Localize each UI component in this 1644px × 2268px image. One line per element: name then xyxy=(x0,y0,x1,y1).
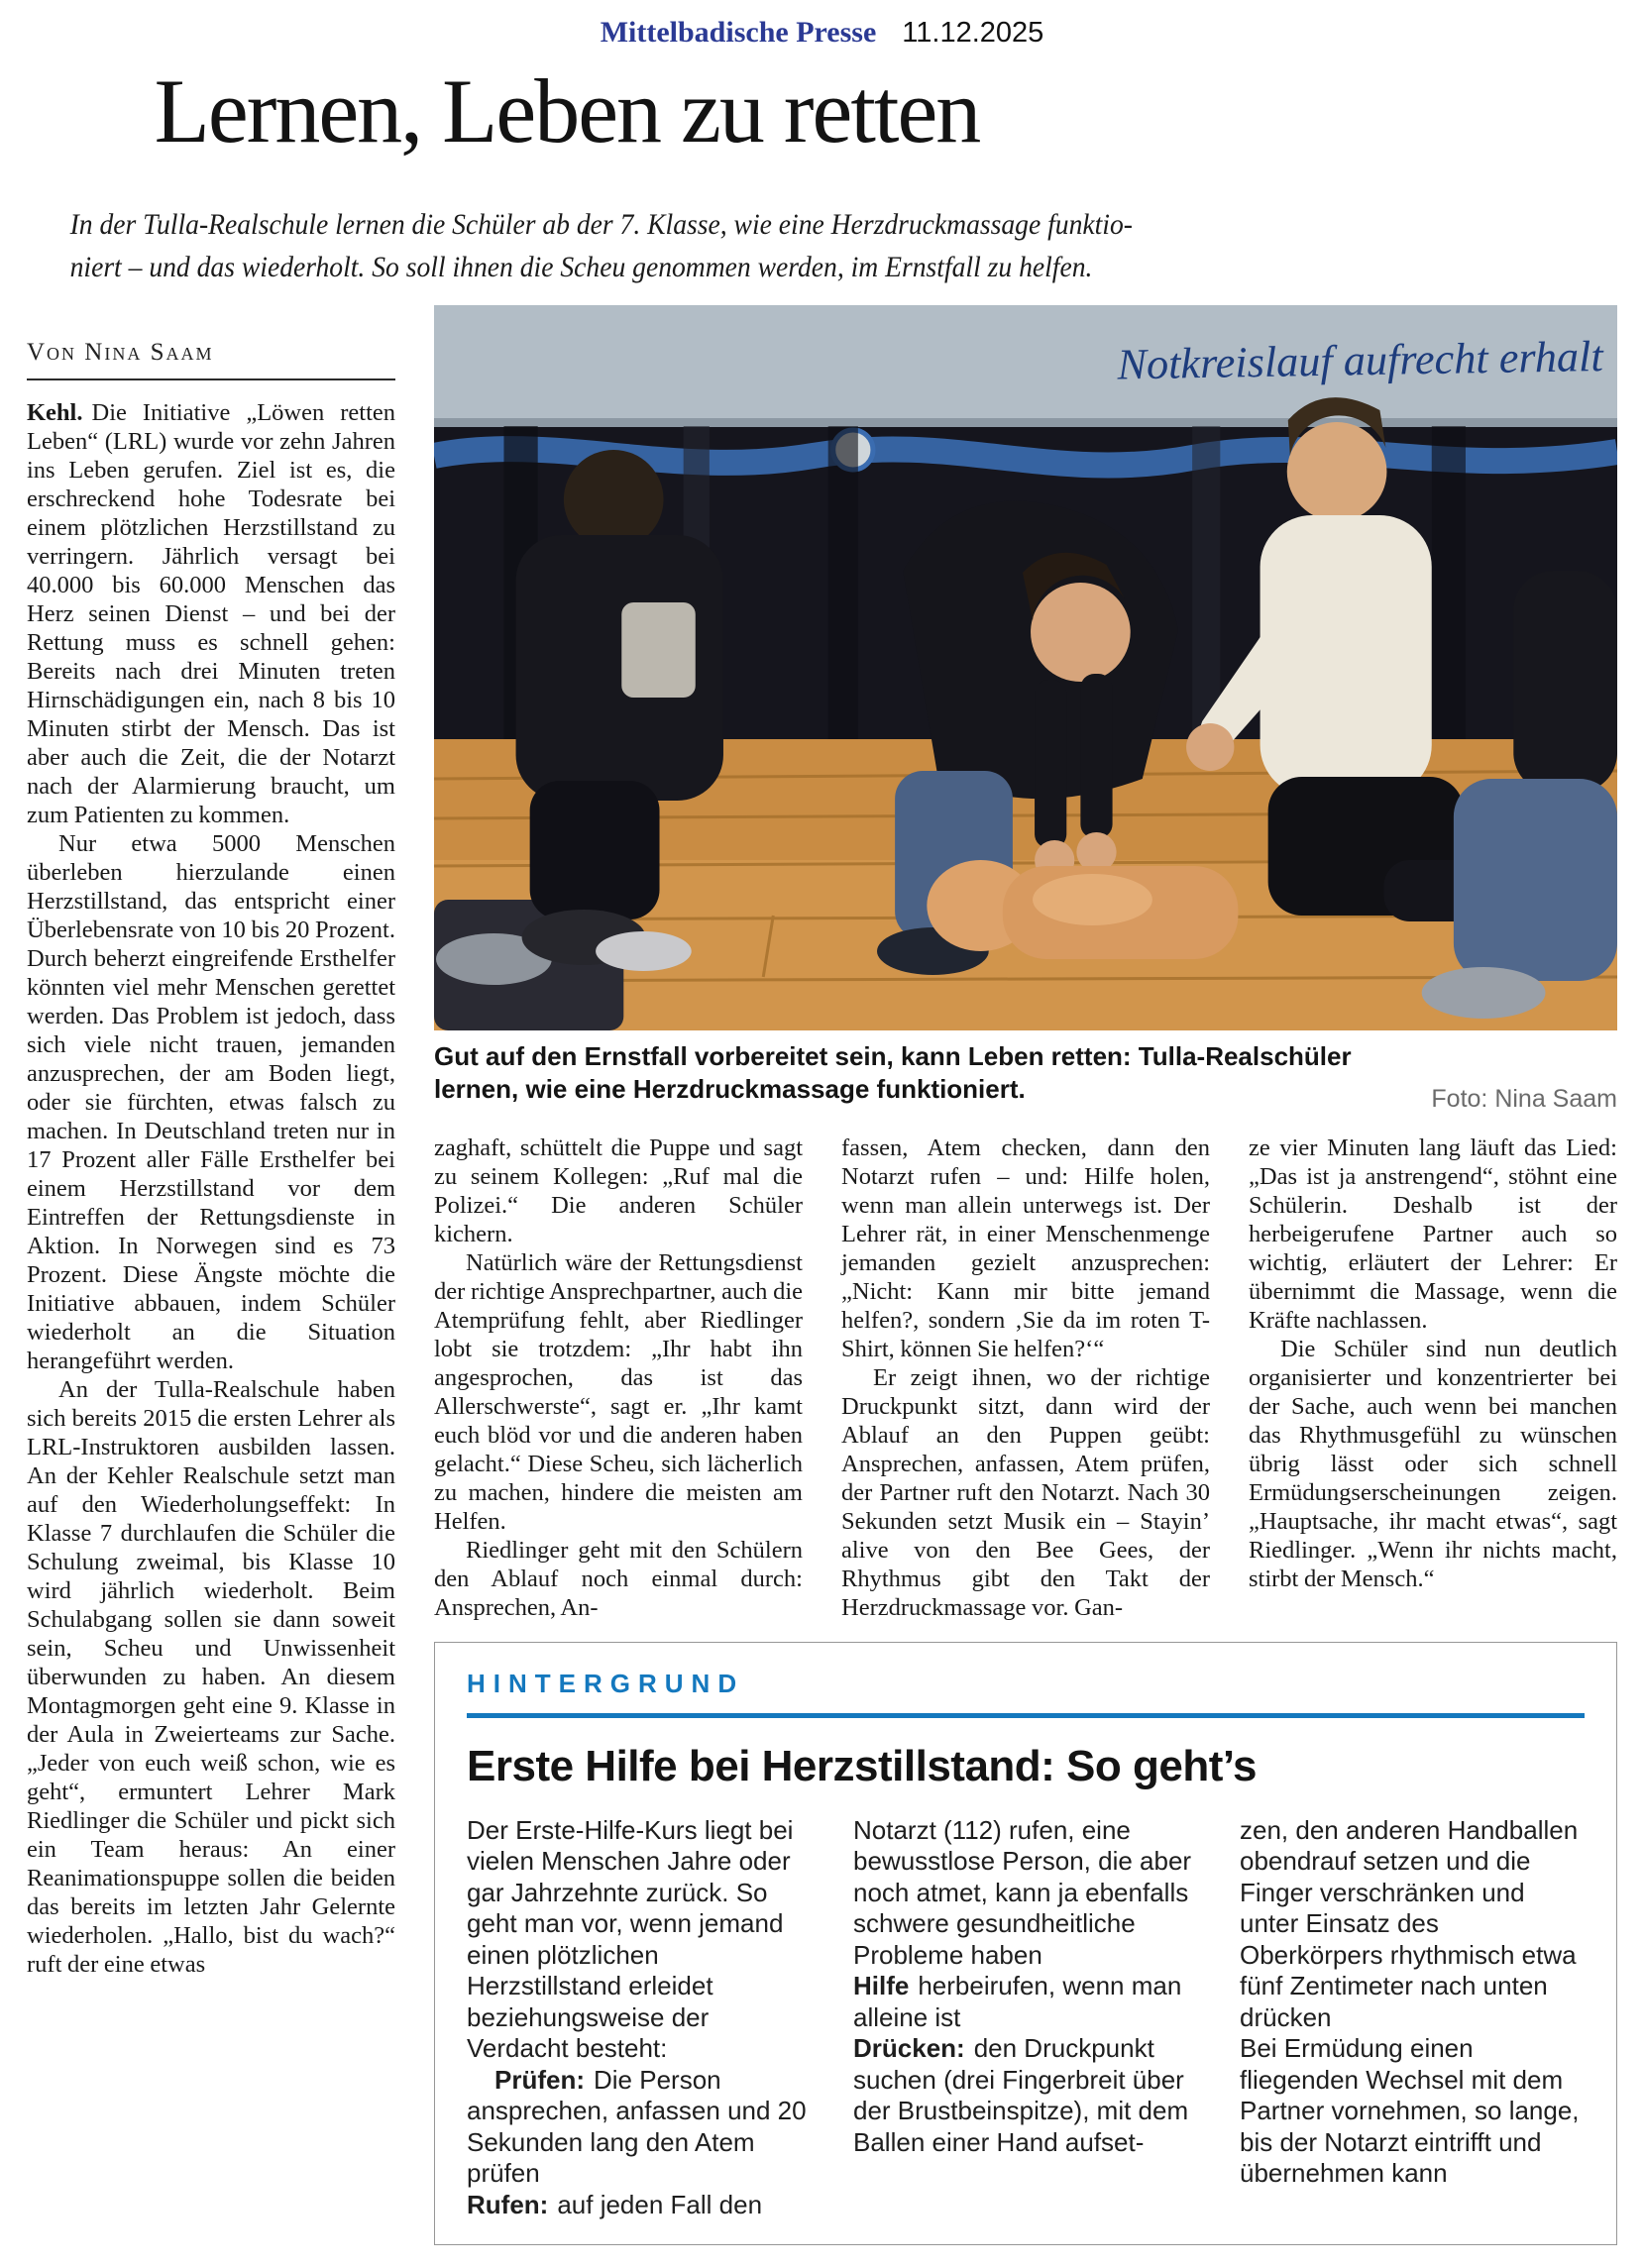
newspaper-brand: Mittelbadische Presse xyxy=(600,16,877,49)
paragraph: Nur etwa 5000 Menschen überleben hierzulande einen Herzstillstand, das entspricht einer Überlebensrate von 10 bis 20 Prozent. Durch beherzt eingreifende Ersthelfer könnten viel mehr Menschen gerettet werden. Das Problem ist jedoch, dass sich viele nicht trauen, jemanden anzusprechen, der am Boden liegt, oder sie fürchten, etwas falsch zu machen. In Deutschland treten nur in 17 Prozent aller Fälle Ersthelfer bei einem Herzstillstand vor dem Eintreffen der Rettungsdienste in Aktion. In Norwegen sind es 73 Prozent. Diese Ängste möchte die Initiative abbauen, indem Schüler wiederholt an die Situation herangeführt werden. xyxy=(27,829,395,1374)
info-column-2 xyxy=(853,1815,1198,2221)
paragraph: Der Erste-Hilfe-Kurs liegt bei vielen Menschen Jahre oder gar Jahrzehnte zurück. So geht man vor, wenn jemand einen plötzlichen Herzstillstand erleidet beziehungsweise der Verdacht besteht: xyxy=(467,1814,794,2064)
byline: Von Nina Saam xyxy=(27,339,395,380)
paragraph: Er zeigt ihnen, wo der richtige Druckpunkt sitzt, dann wird der Ablauf an den Puppen geübt: Ansprechen, anfassen, Atem prüfen, der Partner ruft den Notarzt. Nach 30 Sekunden setzt Musik ein – Stayin’ alive von den Bee Gees, der Rhythmus gibt den Takt der Herzdruckmassage vor. Gan- xyxy=(841,1363,1210,1621)
photo-caption xyxy=(434,1040,1617,1118)
paragraph: zaghaft, schüttelt die Puppe und sagt zu seinem Kollegen: „Ruf mal die Polizei.“ Die anderen Schüler kichern. xyxy=(434,1134,803,1247)
paragraph: Hilfe herbeirufen, wenn man alleine ist xyxy=(853,1971,1182,2032)
dateline: Kehl. xyxy=(27,398,83,426)
info-column-3 xyxy=(1240,1815,1585,2221)
standfirst-line: In der Tulla-Realschule lernen die Schüler ab der 7. Klasse, wie eine Herzdruckmassage funktio- xyxy=(69,207,1133,241)
text-column-3 xyxy=(841,1134,1210,1622)
paragraph: Kehl. Die Initiative „Löwen retten Leben“ (LRL) wurde vor zehn Jahren ins Leben gerufen. Ziel ist es, die erschreckend hohe Todesrate bei einem plötzlichen Herzstillstand zu verringern. Jährlich versagt bei 40.000 bis 60.000 Menschen das Herz seinen Dienst – und bei der Rettung muss es schnell gehen: Bereits nach drei Minuten treten Hirnschädigungen ein, nach 8 bis 10 Minuten stirbt der Mensch. Das ist aber auch die Zeit, die der Notarzt nach der Alarmierung braucht, um zum Patienten zu kommen. xyxy=(27,398,395,828)
banner-text: Notkreislauf aufrecht erhalt xyxy=(1117,331,1604,389)
paragraph: An der Tulla-Realschule haben sich bereits 2015 die ersten Lehrer als LRL-Instruktoren ausbilden lassen. An der Kehler Realschule setzt man auf den Wiederholungseffekt: In Klasse 7 durchlaufen die Schüler die Schulung zweimal, bis Klasse 10 wird jährlich wiederholt. Beim Schulabgang sollen sie dann soweit sein, Scheu und Unwissenheit überwunden zu haben. An diesem Montagmorgen geht eine 9. Klasse in der Aula in Zweierteams zur Sache. „Jeder von euch weiß schon, wie es geht“, ermuntert Lehrer Mark Riedlinger die Schüler und pickt sich ein Team heraus: An einer Reanimationspuppe sollen die beiden das bereits im letzten Jahr Gelernte wiederholen. „Hallo, bist du wach?“ ruft der eine etwas xyxy=(27,1375,395,1978)
text-column-1 xyxy=(27,305,395,2246)
column-1-text xyxy=(27,398,395,1979)
paragraph: Rufen: auf jeden Fall den xyxy=(467,2189,763,2219)
paragraph: Natürlich wäre der Rettungsdienst der richtige Ansprechpartner, auch die Atemprüfung fehlt, aber Riedlinger lobt sie trotzdem: „Ihr habt ihn angesprochen, das ist das Allerschwerste“, sagt er. „Ihr kamt euch blöd vor und die anderen haben gelacht.“ Diese Scheu, sich lächerlich zu machen, hindere die meisten am Helfen. xyxy=(434,1248,803,1535)
paragraph: fassen, Atem checken, dann den Notarzt rufen – und: Hilfe holen, wenn man allein unterwegs ist. Der Lehrer rät, in einer Menschenmenge jemanden gezielt anzusprechen: „Nicht: Kann mir bitte jemand helfen?, sondern ‚Sie da im roten T-Shirt, können Sie helfen?‘“ xyxy=(841,1134,1210,1362)
paragraph: Riedlinger geht mit den Schülern den Ablauf noch einmal durch: Ansprechen, An- xyxy=(434,1536,803,1621)
paragraph: Bei Ermüdung einen fliegenden Wechsel mit dem Partner vornehmen, so lange, bis der Notarzt eintrifft und übernehmen kann xyxy=(1240,2033,1580,2189)
text-column-2 xyxy=(434,1134,803,1622)
article-headline: Lernen, Leben zu retten xyxy=(154,60,980,162)
cpr-training-photo xyxy=(434,305,1617,1030)
issue-date: 11.12.2025 xyxy=(902,17,1044,49)
info-box-title: Erste Hilfe bei Herzstillstand: So geht’s xyxy=(467,1741,1257,1790)
photo-credit: Foto: Nina Saam xyxy=(1431,1084,1617,1113)
cpr-dummy xyxy=(927,860,1238,959)
background-info-box xyxy=(434,1642,1617,2246)
text-column-4 xyxy=(1249,1134,1617,1622)
kicker-rule xyxy=(467,1713,1585,1718)
standfirst-line: niert – und das wiederholt. So soll ihnen die Scheu genommen werden, im Ernstfall zu helfen. xyxy=(69,251,1093,284)
article-head xyxy=(27,60,1133,289)
paragraph: Drücken: den Druckpunkt suchen (drei Fingerbreit über der Brustbeinspitze), mit dem Ballen einer Hand aufset- xyxy=(853,2033,1189,2157)
paragraph: zen, den anderen Handballen obendrauf setzen und die Finger verschränken und unter Einsatz des Oberkörpers rhythmisch etwa fünf Zentimeter nach unten drücken xyxy=(1240,1814,1579,2032)
section-kicker: HINTERGRUND xyxy=(467,1668,745,1698)
paragraph: Notarzt (112) rufen, eine bewusstlose Person, die aber noch atmet, kann ja ebenfalls schwere gesundheitliche Probleme haben xyxy=(853,1814,1192,1970)
info-column-1 xyxy=(467,1815,812,2221)
article-standfirst xyxy=(27,203,1133,289)
paragraph: Prüfen: Die Person ansprechen, anfassen und 20 Sekunden lang den Atem prüfen xyxy=(467,2064,807,2189)
photo-block xyxy=(434,305,1617,1118)
info-box-columns xyxy=(467,1815,1585,2221)
paragraph: ze vier Minuten lang läuft das Lied: „Das ist ja anstrengend“, stöhnt eine Schülerin. Deshalb ist der herbeigerufene Partner auch so wichtig, erläutert der Lehrer: Er übernimmt die Massage, wenn die Kräfte nachlassen. xyxy=(1249,1134,1617,1334)
article-body xyxy=(27,305,1617,2246)
caption-text: Gut auf den Ernstfall vorbereitet sein, kann Leben retten: Tulla-Realschüler lernen, wie eine Herzdruckmassage funktioniert. xyxy=(434,1040,1352,1104)
paragraph: Die Schüler sind nun deutlich organisierter und konzentrierter bei der Sache, auch wenn bei manchen das Rhythmusgefühl zu wünschen übrig lässt oder sich schnell Ermüdungserscheinungen zeigen. „Hauptsache, ihr macht etwas“, sagt Riedlinger. „Wenn ihr nichts macht, stirbt der Mensch.“ xyxy=(1249,1335,1617,1592)
masthead xyxy=(0,0,1644,50)
